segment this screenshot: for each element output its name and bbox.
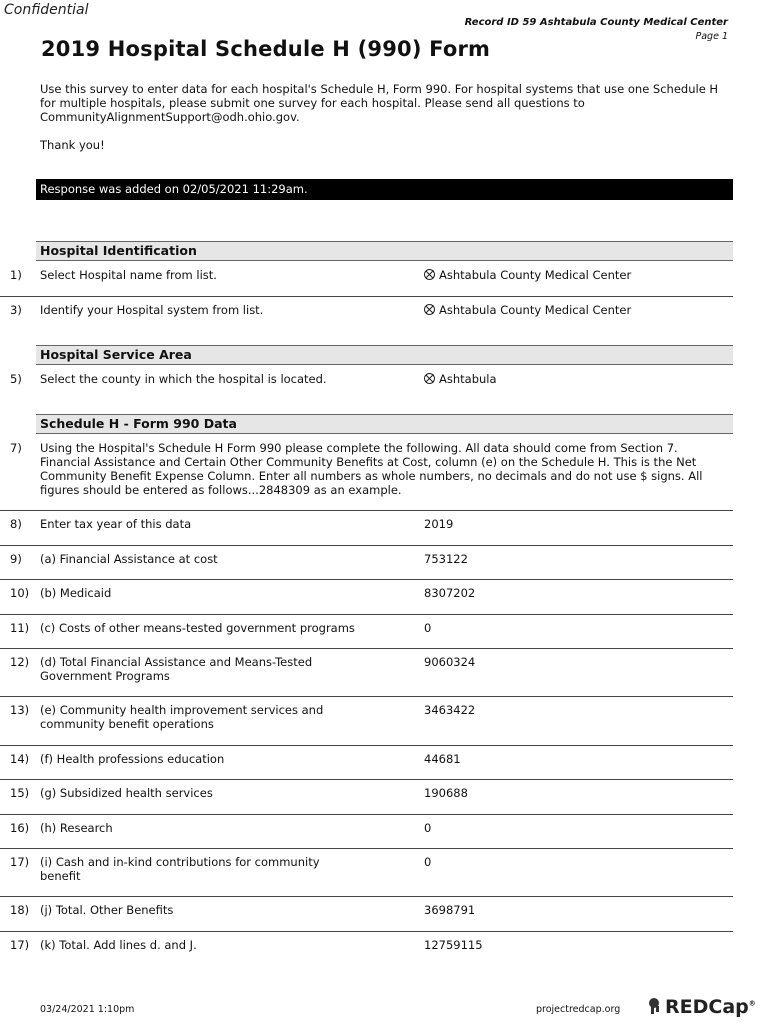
answer-value: 8307202 (424, 586, 476, 600)
question-text: (a) Financial Assistance at cost (40, 552, 218, 566)
question-number: 15) (10, 786, 30, 800)
table-row (0, 511, 733, 546)
table-row (0, 580, 733, 615)
section-hospital-identification: Hospital Identification (36, 241, 733, 261)
record-id: Record ID 59 Ashtabula County Medical Center (464, 17, 728, 28)
question-text: (h) Research (40, 821, 113, 835)
question-number: 17) (10, 938, 30, 952)
selected-radio-icon (424, 373, 435, 384)
answer-value: Ashtabula (424, 372, 497, 386)
question-text: Select the county in which the hospital is located. (40, 372, 327, 386)
question-number: 12) (10, 655, 30, 669)
answer-value: 44681 (424, 752, 461, 766)
table-row (0, 932, 733, 966)
confidential-label: Confidential (4, 2, 89, 18)
answer-value: Ashtabula County Medical Center (424, 303, 631, 317)
selected-radio-icon (424, 269, 435, 280)
question-number: 8) (10, 517, 22, 531)
question-number: 10) (10, 586, 30, 600)
question-number: 14) (10, 752, 30, 766)
question-text: Select Hospital name from list. (40, 268, 217, 282)
section-schedule-h: Schedule H - Form 990 Data (36, 414, 733, 434)
table-row (0, 649, 733, 697)
page-title: 2019 Hospital Schedule H (990) Form (41, 37, 491, 61)
footer-date: 03/24/2021 1:10pm (40, 1004, 135, 1015)
question-text: (g) Subsidized health services (40, 786, 213, 800)
table-row (0, 435, 733, 511)
question-number: 5) (10, 372, 22, 386)
question-text: (f) Health professions education (40, 752, 225, 766)
answer-value: 0 (424, 855, 432, 869)
table-row (0, 366, 733, 414)
question-text: Identify your Hospital system from list. (40, 303, 264, 317)
table-row (0, 746, 733, 780)
footer-site: projectredcap.org (536, 1004, 621, 1015)
page-number: Page 1 (695, 31, 728, 42)
question-text: Enter tax year of this data (40, 517, 192, 531)
question-number: 18) (10, 903, 30, 917)
redcap-logo-icon (645, 997, 665, 1015)
answer-value: 12759115 (424, 938, 483, 952)
intro-text: Use this survey to enter data for each hospital's Schedule H, Form 990. For hospital systems that use one Schedule H for multiple hospitals, please submit one survey for each hospital. Please send all questions to CommunityAlignmentSupport@odh.ohio.gov. (40, 82, 719, 124)
table-row (0, 697, 733, 746)
question-text: (k) Total. Add lines d. and J. (40, 938, 197, 952)
question-number: 1) (10, 268, 22, 282)
question-text: (j) Total. Other Benefits (40, 903, 174, 917)
answer-value: 753122 (424, 552, 468, 566)
table-row (0, 849, 733, 897)
question-text: (c) Costs of other means-tested government programs (40, 621, 355, 635)
answer-value: 3698791 (424, 903, 476, 917)
question-number: 17) (10, 855, 30, 869)
table-row (0, 262, 733, 297)
question-number: 16) (10, 821, 30, 835)
answer-value: 190688 (424, 786, 468, 800)
answer-value: 0 (424, 621, 432, 635)
table-row (0, 815, 733, 849)
question-text: (e) Community health improvement services and community benefit operations (40, 703, 324, 731)
answer-value: 9060324 (424, 655, 476, 669)
question-number: 7) (10, 441, 22, 455)
question-number: 13) (10, 703, 30, 717)
question-text: (d) Total Financial Assistance and Means-Tested Government Programs (40, 655, 313, 683)
selected-radio-icon (424, 304, 435, 315)
question-number: 9) (10, 552, 22, 566)
redcap-logo: REDCap® (645, 996, 756, 1018)
table-row (0, 780, 733, 815)
table-row (0, 297, 733, 345)
table-row (0, 897, 733, 932)
answer-value: Ashtabula County Medical Center (424, 268, 631, 282)
section-hospital-service-area: Hospital Service Area (36, 345, 733, 365)
question-number: 11) (10, 621, 30, 635)
answer-value: 0 (424, 821, 432, 835)
table-row (0, 546, 733, 580)
response-banner: Response was added on 02/05/2021 11:29am. (36, 179, 733, 200)
table-row (0, 615, 733, 649)
question-number: 3) (10, 303, 22, 317)
question-text: Using the Hospital's Schedule H Form 990 please complete the following. All data should come from Section 7. Financial Assistance and Certain Other Community Benefits at Cost, column (e) on the Schedule H. This is the Net Community Benefit Expense Column. Enter all numbers as whole numbers, no decimals and do not use $ signs. All figures should be entered as follows...2848309 as an example. (40, 441, 703, 497)
thanks-text: Thank you! (40, 138, 105, 152)
question-text: (i) Cash and in-kind contributions for community benefit (40, 855, 320, 883)
answer-value: 2019 (424, 517, 454, 531)
question-text: (b) Medicaid (40, 586, 112, 600)
answer-value: 3463422 (424, 703, 476, 717)
